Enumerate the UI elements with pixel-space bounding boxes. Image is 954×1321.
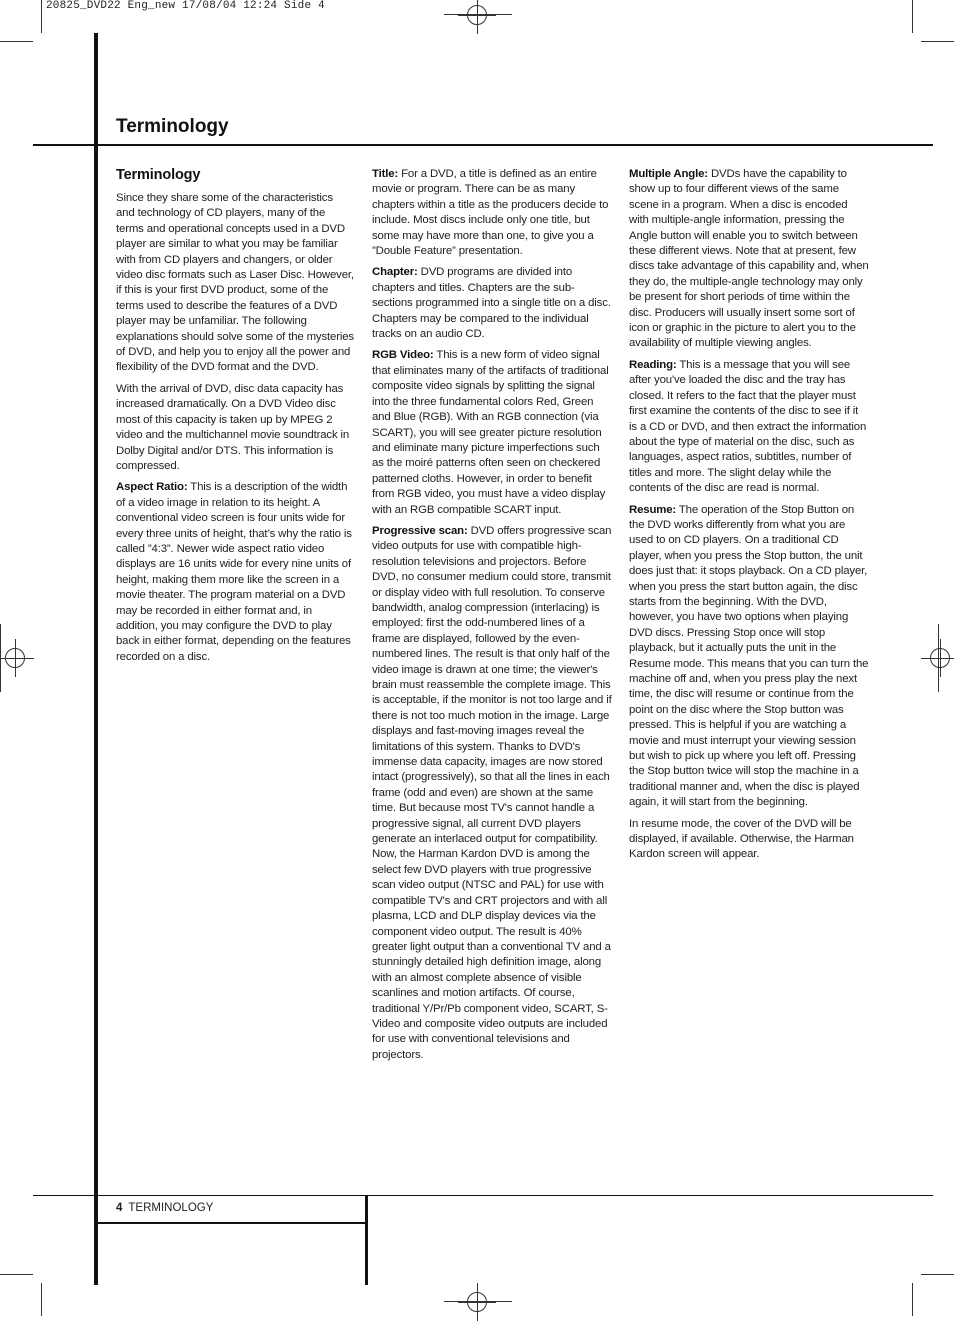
print-slug: 20825_DVD22 Eng_new 17/08/04 12:24 Side 4 xyxy=(46,0,325,12)
footer-divider xyxy=(365,1196,368,1285)
section-heading: Terminology xyxy=(116,167,201,183)
term-label: Resume: xyxy=(629,503,677,516)
page-footer xyxy=(116,1202,213,1214)
intro-paragraph: Since they share some of the characteristics and technology of CD players, many of the terms and operational concepts used in a DVD player are similar to what you may be familiar with from CD players and changers, or older video disc formats such as Laser Disc. However, if this is your first DVD product, some of the terms used to describe the features of a DVD player may be unfamiliar. The following explanations should solve some of the mysteries of DVD, and help you to enjoy all the power and flexibility of the DVD format and the DVD. xyxy=(116,192,354,374)
text-column-3 xyxy=(629,167,869,869)
registration-mark-right xyxy=(930,648,950,668)
header-rule xyxy=(33,144,933,146)
term-label: Reading: xyxy=(629,358,677,371)
footer-rule xyxy=(33,1195,933,1196)
registration-mark-left xyxy=(5,648,25,668)
term-label: Aspect Ratio: xyxy=(116,481,188,494)
definition-reading xyxy=(629,358,869,497)
left-margin-bar xyxy=(94,33,98,1285)
term-text: DVDs have the capability to show up to four different views of the same scene in a program. When a disc is encoded with multiple-angle information, pressing the Angle button will enable you to switch between these different views. Note that at present, few discs take advantage of this capability and, when they do, the multiple-angle technology may only be present for short periods of time within the disc. Producers will usually insert some sort of icon or graphic in the picture to alert you to the availability of multiple viewing angles. xyxy=(629,168,869,350)
term-text: This is a description of the width of a video image in relation to its height. A conventional video screen is four units wide for every three units of height, that’s why the ratio is called ”4:3”. Newer wide aspect ratio video displays are 16 units wide for every nine units of height, making them more like the screen in a movie theater. The program material on a DVD may be recorded in either format and, in addition, you may configure the DVD to play back in either format, depending on the features recorded on a disc. xyxy=(116,481,352,663)
crop-mark xyxy=(41,0,42,33)
definition-multiple-angle xyxy=(629,167,869,352)
definition-chapter xyxy=(372,265,612,342)
term-text: This is a message that you will see after you've loaded the disc and the tray has closed. It refers to the fact that the player must first examine the contents of the disc to see if it is a CD or DVD, and then extract the information about the type of material on the disc, such as languages, aspect ratios, subtitles, number of titles and more. The slight delay while the contents of the disc are read is normal. xyxy=(629,358,867,495)
term-text: The operation of the Stop Button on the DVD works differently from what you are used to on CD players. On a traditional CD player, when you press the Stop button, the unit does just that: it stops playback. On a CD player, when you press the start button again, the disc starts from the beginning. With the DVD, however, you have two options when playing DVD discs. Pressing Stop once will stop playback, but it actually puts the unit in the Resume mode. This means that you can turn the machine off and, when you press play the next time, the disc will resume or continue from the point on the disc where the Stop button was pressed. This is helpful if you are watching a movie and must interrupt your viewing session but wish to pick up where you left off. Pressing the Stop button twice will stop the machine in a traditional manner and, when the disc is played again, it will start from the beginning. xyxy=(629,503,869,809)
crop-mark xyxy=(921,1274,954,1275)
crop-mark xyxy=(41,1283,42,1316)
term-label: Progressive scan: xyxy=(372,524,468,537)
crop-mark xyxy=(0,1274,33,1275)
intro-paragraph: With the arrival of DVD, disc data capacity has increased dramatically. On a DVD Video disc most of this capacity is taken up by MPEG 2 video and the multichannel movie soundtrack in Dolby Digital and/or DTS. This information is compressed. xyxy=(116,382,350,472)
term-label: Multiple Angle: xyxy=(629,168,708,180)
term-text: For a DVD, a title is defined as an entire movie or program. There can be as many chapters within a title as the producers decide to include. Most discs include only one title, but some may have more than one, to give you a ”Double Feature” presentation. xyxy=(372,168,609,258)
definition-title xyxy=(372,167,612,259)
term-label: RGB Video: xyxy=(372,349,434,362)
text-column-1 xyxy=(116,166,354,671)
registration-mark-bottom xyxy=(467,1292,487,1312)
crop-mark xyxy=(444,14,512,15)
term-text: DVD programs are divided into chapters and titles. Chapters are the sub-sections programmed into a single title on a disc. Chapters may be compared to the individual tracks on an audio CD. xyxy=(372,266,611,341)
page-number: 4 xyxy=(116,1202,123,1214)
crop-mark xyxy=(0,624,1,692)
footer-section-label: TERMINOLOGY xyxy=(128,1202,214,1214)
definition-progressive-scan xyxy=(372,524,612,1063)
registration-mark-top xyxy=(467,5,487,25)
definition-resume xyxy=(629,503,869,811)
crop-mark xyxy=(938,624,939,692)
crop-mark xyxy=(444,1301,512,1302)
term-text: This is a new form of video signal that eliminates many of the artifacts of traditional composite video signals by splitting the signal into the three fundamental colors Red, Green and Blue (RGB). With an RGB connection (via SCART), you will see greater picture resolution and eliminate many picture imperfections such as the moiré patterns often seen on checkered patterned cloths. However, in order to benefit from RGB video, you must have a video display with an RGB compatible SCART input. xyxy=(372,349,609,516)
page-title: Terminology xyxy=(116,116,229,137)
term-label: Title: xyxy=(372,168,399,180)
term-text: DVD offers progressive scan video outputs for use with compatible high-resolution televisions and projectors. Before DVD, no consumer medium could store, transmit or display video with full resolution. To conserve bandwidth, analog compression (interlacing) is employed: first the odd-numbered lines of a frame are displayed, followed by the even-numbered lines. The result is that only half of the video image is drawn at one time; the viewer's brain must reassemble the complete image. This is acceptable, if the monitor is not too large and if there is not too much motion in the image. Large displays and fast-moving images reveal the limitations of this system. Thanks to DVD's immense data capacity, images are now stored intact (progressively), so that all the lines in each frame (odd and even) are shown at the same time. But because most TV's cannot handle a progressive signal, all current DVD players generate an interlaced output for compatibility. Now, the Harman Kardon DVD is among the select few DVD players with true progressive scan video output (NTSC and PAL) for use with compatible TV's and CRT projectors and with all plasma, LCD and DLP display devices via the component video output. The result is 40% greater light output than a conventional TV and a stunningly detailed high definition image, along with an almost complete absence of visible scanlines and motion artifacts. Of course, traditional Y/Pr/Pb component video, SCART, S-Video and composite video outputs are included for use with conventional televisions and projectors. xyxy=(372,524,612,1061)
term-label: Chapter: xyxy=(372,266,418,279)
footer-underline xyxy=(96,1222,366,1224)
crop-mark xyxy=(921,41,954,42)
definition-aspect-ratio xyxy=(116,480,354,665)
resume-note: In resume mode, the cover of the DVD will be displayed, if available. Otherwise, the Harman Kardon screen will appear. xyxy=(629,817,854,861)
definition-rgb-video xyxy=(372,348,612,517)
crop-mark xyxy=(912,1283,913,1316)
crop-mark xyxy=(0,41,33,42)
crop-mark xyxy=(912,0,913,33)
text-column-2 xyxy=(372,167,612,1069)
